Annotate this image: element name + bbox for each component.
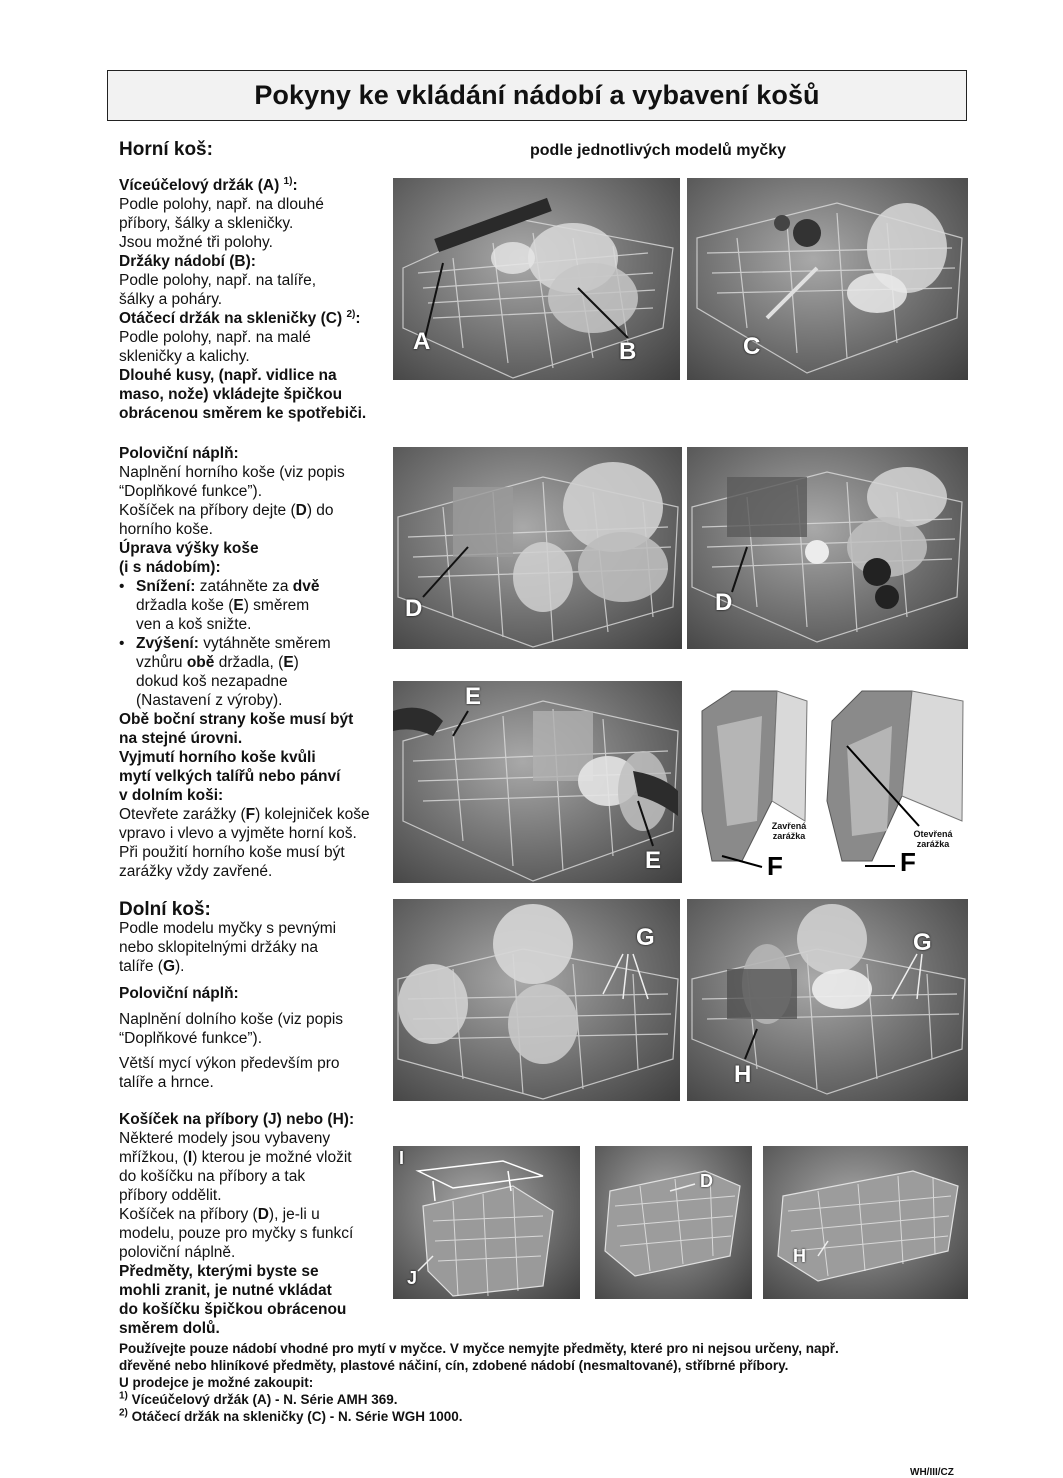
warning-line: Předměty, kterými byste se <box>119 1263 319 1280</box>
lower-g-line: talíře (G). <box>119 958 185 975</box>
photo-upper-basket-c <box>687 178 968 380</box>
photo-lower-basket-g-left <box>393 899 680 1101</box>
height-title: Úprava výšky koše <box>119 540 259 557</box>
open-stops-line: Otevřete zarážky (F) kolejniček koše <box>119 806 370 823</box>
half-lower-heading: Poloviční náplň: <box>119 985 239 1002</box>
holder-b-line: šálky a poháry. <box>119 291 223 308</box>
label-b: B <box>619 338 637 365</box>
label-c: C <box>743 333 761 360</box>
both-sides-line: na stejné úrovni. <box>119 730 243 747</box>
cutlery-d-line2: horního koše. <box>119 521 213 538</box>
label-d-left: D <box>405 595 423 622</box>
warning-line: do košíčku špičkou obrácenou <box>119 1301 347 1318</box>
holder-b-title: Držáky nádobí (B): <box>119 253 256 270</box>
photo-lower-basket-g-h <box>687 899 968 1101</box>
label-i: I <box>399 1148 405 1168</box>
label-f-closed: F <box>767 851 783 881</box>
warning-line: mohli zranit, je nutné vkládat <box>119 1282 332 1299</box>
photo-height-adjust-e <box>393 681 682 883</box>
holder-a-line: Podle polohy, např. na dlouhé <box>119 196 324 213</box>
half-upper-line: “Doplňkové funkce”). <box>119 483 263 500</box>
performance-line: talíře a hrnce. <box>119 1074 214 1091</box>
lower-basket-section <box>119 900 399 1092</box>
photo-cutlery-basket-d <box>595 1146 752 1299</box>
subtitle-right: podle jednotlivých modelů myčky <box>530 142 787 159</box>
page-title: Pokyny ke vkládání nádobí a vybavení košů <box>254 80 820 110</box>
upper-heading: Horní koš: <box>119 139 213 160</box>
label-h-basket: H <box>734 1061 752 1088</box>
footer-line: Používejte pouze nádobí vhodné pro mytí v myčce. V myčce nemyjte předměty, které pro ni nejsou určeny, např. <box>119 1341 839 1356</box>
footer-line: U prodejce je možné zakoupit: <box>119 1375 314 1390</box>
label-e-top: E <box>465 683 482 710</box>
cutlery-line: do košíčku na příbory a tak <box>119 1168 306 1185</box>
cutlery-line: mřížkou, (I) kterou je možné vložit <box>119 1149 352 1166</box>
holder-a-line: Jsou možné tři polohy. <box>119 234 273 251</box>
label-h-basket-small: H <box>793 1246 806 1266</box>
cutlery-line: poloviční náplně. <box>119 1244 236 1261</box>
lower-heading: Dolní koš: <box>119 899 211 920</box>
half-upper-heading: Poloviční náplň: <box>119 445 239 462</box>
cutlery-line: Košíček na příbory (D), je-li u <box>119 1206 320 1223</box>
both-sides-line: Obě boční strany koše musí být <box>119 711 354 728</box>
photo-cutlery-basket-h <box>763 1146 968 1299</box>
raise-step: • Zvýšení: vytáhněte směrem vzhůru obě držadla, (E) dokud koš nezapadne (Nastavení z výroby). <box>119 634 399 710</box>
label-j: J <box>407 1268 418 1288</box>
holder-b-line: Podle polohy, např. na talíře, <box>119 272 317 289</box>
label-f-open: F <box>900 847 916 877</box>
cutlery-title: Košíček na příbory (J) nebo (H): <box>119 1111 355 1128</box>
cutlery-d-line: Košíček na příbory dejte (D) do <box>119 502 334 519</box>
long-items-line: Dlouhé kusy, (např. vidlice na <box>119 367 337 384</box>
photo-upper-basket-a-b <box>393 178 680 380</box>
cutlery-line: Některé modely jsou vybaveny <box>119 1130 331 1147</box>
holder-c-title: Otáčecí držák na skleničky (C) $^{2)}$: <box>119 308 361 327</box>
footnote-1: $^{1)}$ Víceúčelový držák (A) - N. Série AMH 369. <box>119 1390 398 1407</box>
footer-line: dřevěné nebo hliníkové předměty, plastové náčiní, cín, zdobené nádobí (nesmaltované), stříbrné příbory. <box>119 1358 789 1373</box>
height-steps <box>119 577 399 710</box>
holder-a-line: příbory, šálky a skleničky. <box>119 215 294 232</box>
remove-title: v dolním koši: <box>119 787 224 804</box>
cutlery-line: příbory oddělit. <box>119 1187 222 1204</box>
half-lower-line: “Doplňkové funkce”). <box>119 1030 263 1047</box>
footnote-2: $^{2)}$ Otáčecí držák na skleničky (C) - N. Série WGH 1000. <box>119 1407 463 1424</box>
photo-half-load-d-right <box>687 447 968 649</box>
height-title: (i s nádobím): <box>119 559 221 576</box>
lower-line: Podle modelu myčky s pevnými <box>119 920 337 937</box>
caption-open-stop: Otevřená zarážka <box>913 829 953 849</box>
half-upper-line: Naplnění horního koše (viz popis <box>119 464 345 481</box>
remove-title: Vyjmutí horního koše kvůli <box>119 749 316 766</box>
label-g-right: G <box>913 929 932 956</box>
holder-c-line: skleničky a kalichy. <box>119 348 250 365</box>
photo-half-load-d-left <box>393 447 682 649</box>
label-a: A <box>413 328 431 355</box>
holder-c-line: Podle polohy, např. na malé <box>119 329 311 346</box>
footer-notes <box>119 1340 959 1425</box>
open-stops-line: zarážky vždy zavřené. <box>119 863 273 880</box>
half-load-upper-section <box>119 444 399 881</box>
remove-title: mytí velkých talířů nebo pánví <box>119 768 341 785</box>
long-items-line: maso, nože) vkládejte špičkou <box>119 386 343 403</box>
long-items-line: obrácenou směrem ke spotřebiči. <box>119 405 367 422</box>
title-box <box>107 70 967 121</box>
caption-closed-stop: Zavřená zarážka <box>771 821 807 841</box>
open-stops-line: Při použití horního koše musí být <box>119 844 345 861</box>
label-g-left: G <box>636 924 655 951</box>
holder-a-title: Víceúčelový držák (A) $^{1)}$: <box>119 175 298 194</box>
cutlery-section <box>119 1110 399 1338</box>
label-d-basket: D <box>700 1171 713 1191</box>
half-lower-line: Naplnění dolního koše (viz popis <box>119 1011 344 1028</box>
open-stops-line: vpravo i vlevo a vyjměte horní koš. <box>119 825 357 842</box>
document-code: WH/III/CZ <box>910 1467 954 1478</box>
lower-line: nebo sklopitelnými držáky na <box>119 939 319 956</box>
label-e-bottom: E <box>645 847 662 874</box>
warning-line: směrem dolů. <box>119 1320 220 1337</box>
photo-stops-f <box>687 681 968 883</box>
photo-cutlery-basket-j <box>393 1146 580 1299</box>
performance-line: Větší mycí výkon především pro <box>119 1055 340 1072</box>
cutlery-line: modelu, pouze pro myčky s funkcí <box>119 1225 354 1242</box>
lower-step: • Snížení: zatáhněte za dvě držadla koše (E) směrem ven a koš snižte. <box>119 577 399 634</box>
label-d-right: D <box>715 589 733 616</box>
upper-basket-section <box>119 140 399 423</box>
